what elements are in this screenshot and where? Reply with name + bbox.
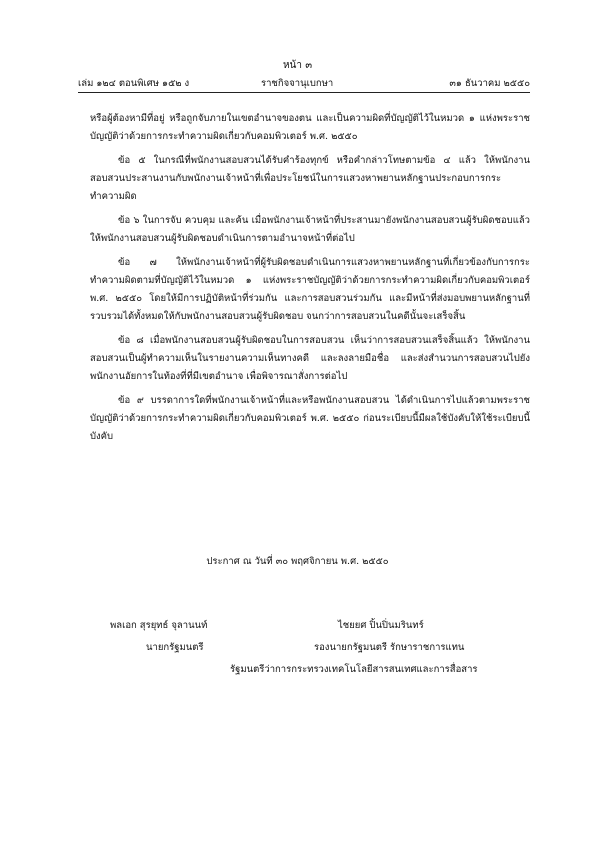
publication-title: ราชกิจจานุเบกษา: [261, 78, 334, 89]
header-divider: [78, 92, 530, 93]
paragraph: ข้อ ๕ ในกรณีที่พนักงานสอบสวนได้รับคำร้องทุกข์ หรือคำกล่าวโทษตามข้อ ๔ แล้ว ให้พนักงานสอบสวนประสานงานกับพนักงานเจ้าหน้าที่เพื่อประโยชน์ในการแสวงหาพยานหลักฐานประกอบการกระทำความผิด: [90, 155, 530, 202]
paragraph: ข้อ ๙ บรรดาการใดที่พนักงานเจ้าหน้าที่และหรือพนักงานสอบสวน ได้ดำเนินการไปแล้วตามพระราชบัญญัติว่าด้วยการกระทำความผิดเกี่ยวกับคอมพิวเตอร์ พ.ศ. ๒๕๕๐ ก่อนระเบียบนี้มีผลใช้บังคับให้ใช้ระเบียบนี้บังคับ: [90, 395, 530, 442]
paragraph: ข้อ ๗ ให้พนักงานเจ้าหน้าที่ผู้รับผิดชอบดำเนินการแสวงหาพยานหลักฐานที่เกี่ยวข้องกับการกระทำความผิดตามที่บัญญัติไว้ในหมวด ๑ แห่งพระราชบัญญัติว่าด้วยการกระทำความผิดเกี่ยวกับคอมพิวเตอร์ พ.ศ. ๒๕๕๐ โดยให้มีการปฏิบัติหน้าที่ร่วมกัน และการสอบสวนร่วมกัน และมีหน้าที่ส่งมอบพยานหลักฐานที่รวบรวมได้ทั้งหมดให้กับพนักงานสอบสวนผู้รับผิดชอบ จนกว่าการสอบสวนในคดีนั้นจะเสร็จสิ้น: [90, 257, 530, 322]
issue-label: เล่ม ๑๒๔ ตอนพิเศษ ๑๕๒ ง: [78, 78, 190, 89]
publication-date: ๓๑ ธันวาคม ๒๕๕๐: [449, 78, 530, 89]
paragraph: หรือผู้ต้องหามีที่อยู่ หรือถูกจับภายในเขตอำนาจของตน และเป็นความผิดที่บัญญัติไว้ในหมวด ๑ แห่งพระราชบัญญัติว่าด้วยการกระทำความผิดเกี่ยวกับคอมพิวเตอร์ พ.ศ. ๒๕๕๐: [90, 113, 530, 142]
signatory-name-right: ไชยยศ ปิ้นปิ่นมรินทร์: [338, 620, 424, 631]
signatory-title-right-line2: รัฐมนตรีว่าการกระทรวงเทคโนโลยีสารสนเทศและการสื่อสาร: [230, 664, 478, 675]
document-body: [90, 110, 530, 452]
page-number: หน้า ๓: [282, 60, 313, 71]
paragraph: ข้อ ๘ เมื่อพนักงานสอบสวนผู้รับผิดชอบในการสอบสวน เห็นว่าการสอบสวนเสร็จสิ้นแล้ว ให้พนักงานสอบสวนเป็นผู้ทำความเห็นในรายงานความเห็นทางคดี และลงลายมือชื่อ และส่งสำนวนการสอบสวนไปยังพนักงานอัยการในท้องที่ที่มีเขตอำนาจ เพื่อพิจารณาสั่งการต่อไป: [90, 335, 530, 382]
gazette-header: [78, 76, 530, 90]
signatory-name-left: พลเอก สุรยุทธ์ จุลานนท์: [110, 620, 208, 631]
announcement-date: ประกาศ ณ วันที่ ๓๐ พฤศจิกายน พ.ศ. ๒๕๕๐: [206, 556, 389, 567]
signatory-title-left: นายกรัฐมนตรี: [146, 642, 204, 653]
paragraph: ข้อ ๖ ในการจับ ควบคุม และค้น เมื่อพนักงานเจ้าหน้าที่ประสานมายังพนักงานสอบสวนผู้รับผิดชอบแล้ว ให้พนักงานสอบสวนผู้รับผิดชอบดำเนินการตามอำนาจหน้าที่ต่อไป: [90, 215, 530, 244]
signatory-title-right: รองนายกรัฐมนตรี รักษาราชการแทน: [314, 642, 465, 653]
